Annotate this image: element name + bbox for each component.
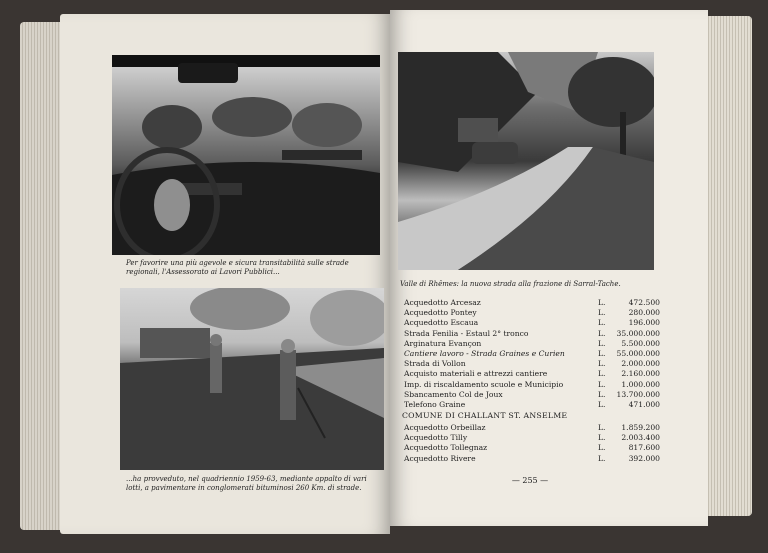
table-row: Strada Fenilia - Estaul 2° tronco L. 35.000.000 bbox=[404, 328, 660, 338]
car-interior-photo bbox=[112, 55, 380, 255]
table-row: Acquedotto Orbeillaz L. 1.859.200 bbox=[404, 423, 660, 432]
caption-bottom-left: ...ha provveduto, nel quadriennio 1959-63, mediante appalto di vari lotti, a pavimentare in conglomerati bituminosi 260 Km. di strade. bbox=[126, 475, 367, 492]
table-row: Acquedotto Pontey L. 280.000 bbox=[404, 308, 660, 318]
expenses-table-challant bbox=[404, 423, 660, 464]
table-row: Arginatura Evançon L. 5.500.000 bbox=[404, 338, 660, 348]
table-row: Sbancamento Col de Joux L. 13.700.000 bbox=[404, 389, 660, 399]
section-title: COMUNE DI CHALLANT ST. ANSELME bbox=[402, 411, 568, 420]
table-row: Acquedotto Escaua L. 196.000 bbox=[404, 318, 660, 328]
table-row: Imp. di riscaldamento scuole e Municipio L. 1.000.000 bbox=[404, 379, 660, 389]
table-row: Acquedotto Rivere L. 392.000 bbox=[404, 453, 660, 463]
table-row: Telefono Graine L. 471.000 bbox=[404, 399, 660, 409]
table-row: Acquisto materiali e attrezzi cantiere L. 2.160.000 bbox=[404, 369, 660, 379]
page-number: — 255 — bbox=[511, 476, 549, 485]
table-row: Acquedotto Arcesaz L. 472.500 bbox=[404, 298, 660, 307]
expenses-table bbox=[404, 298, 660, 410]
table-row: Strada di Vollon L. 2.000.000 bbox=[404, 359, 660, 369]
table-row: Acquedotto Tollegnaz L. 817.600 bbox=[404, 443, 660, 453]
table-row: Acquedotto Tilly L. 2.003.400 bbox=[404, 433, 660, 443]
caption-top-left: Per favorire una più agevole e sicura transitabilità sulle strade regionali, l'Assessorato ai Lavori Pubblici... bbox=[126, 259, 349, 276]
mountain-road-photo bbox=[398, 52, 654, 270]
caption-right-photo: Valle di Rhêmes: la nuova strada alla frazione di Sarral-Tache. bbox=[400, 280, 621, 288]
table-row: Cantiere lavoro - Strada Graines e Curien L. 55.000.000 bbox=[404, 348, 660, 358]
road-workers-photo bbox=[120, 288, 384, 470]
